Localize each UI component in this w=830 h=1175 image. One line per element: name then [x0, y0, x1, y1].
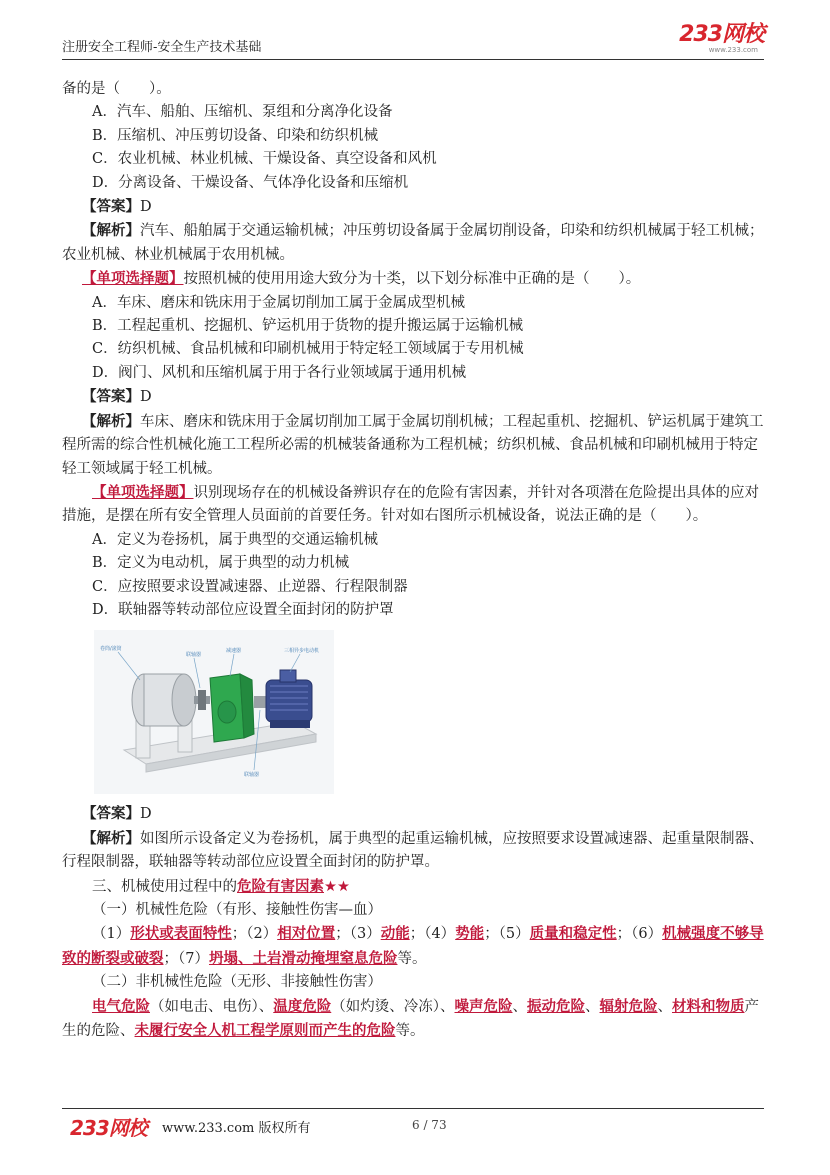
coupling-right — [254, 696, 266, 708]
hazard-vibration: 振动危险 — [527, 997, 585, 1015]
item-num: ；（5） — [484, 926, 530, 943]
hazard-position: 相对位置 — [277, 925, 336, 943]
item-num: ；（2） — [231, 926, 278, 943]
importance-stars: ★★ — [324, 878, 350, 895]
q2-answer — [62, 385, 764, 409]
item-num: ；（6） — [616, 926, 663, 943]
header-title: 注册安全工程师-安全生产技术基础 — [62, 40, 262, 55]
q2-analysis-text: 车床、磨床和铣床用于金属切削加工属于金属切削机械；工程起重机、挖掘机、铲运机属于建筑工程所需的综合性机械化施工工程所必需的机械装备通称为工程机械；纺织机械、食品机械和印刷机械用于特定轻工领域属于轻工机械。 — [62, 413, 764, 477]
hoist-machine-figure — [94, 630, 334, 794]
q3-type-tag: 【单项选择题】 — [92, 483, 194, 501]
q2-analysis — [62, 410, 764, 481]
section-3-prefix: 三、机械使用过程中的 — [92, 878, 237, 895]
footer-copyright: www.233.com 版权所有 — [162, 1121, 311, 1136]
q3-option-d: D．联轴器等转动部位应设置全面封闭的防护罩 — [92, 601, 394, 618]
q3-option-a: A．定义为卷扬机，属于典型的交通运输机械 — [92, 531, 378, 548]
answer-label: 【答案】 — [82, 805, 140, 823]
answer-label: 【答案】 — [82, 198, 140, 216]
hazard-mass-stability: 质量和稳定性 — [529, 925, 617, 943]
q1-answer-value: D — [140, 199, 152, 216]
hazard-kinetic: 动能 — [380, 925, 410, 943]
q2-answer-value: D — [140, 389, 152, 406]
label-motor: 三相异步电动机 — [284, 648, 320, 655]
item-num: ；（3） — [335, 926, 381, 943]
separator: 、 — [512, 998, 527, 1015]
q1-stem-tail: 备的是（ ）。 — [62, 81, 171, 97]
q3-answer — [62, 802, 764, 826]
hazard-shape: 形状或表面特性 — [130, 925, 232, 943]
hazard-electrical: 电气危险 — [92, 997, 150, 1015]
item-num: ；（7） — [163, 950, 209, 967]
page-number: 6 / 73 — [412, 1118, 447, 1132]
drum-end-right — [172, 674, 196, 726]
leader-line — [194, 658, 200, 688]
logo-url: www.233.com — [708, 46, 758, 54]
separator: 、 — [585, 998, 600, 1015]
analysis-label: 【解析】 — [82, 222, 140, 240]
motor-foot — [270, 720, 310, 728]
hazard-potential: 势能 — [455, 925, 485, 943]
hazard-ergonomics: 未履行安全人机工程学原则而产生的危险 — [134, 1022, 396, 1039]
q2-stem-text: 按照机械的使用用途大致分为十类，以下划分标准中正确的是（ ）。 — [183, 271, 641, 288]
header-divider — [62, 59, 764, 60]
q2-option-a: A．车床、磨床和铣床用于金属切削加工属于金属成型机械 — [92, 294, 465, 311]
item-num: （1） — [92, 926, 131, 943]
hazard-temperature: 温度危险 — [273, 997, 332, 1015]
q3-option-b: B．定义为电动机，属于典型的动力机械 — [92, 555, 350, 572]
q2-option-b: B．工程起重机、挖掘机、铲运机用于货物的提升搬运属于运输机械 — [92, 318, 524, 335]
motor-terminal-box — [280, 670, 296, 682]
section-3-keyword: 危险有害因素 — [237, 877, 324, 895]
hazard-materials: 材料和物质 — [672, 997, 745, 1015]
hazard-note: 产生的危险、 — [62, 998, 759, 1039]
q2-option-c: C．纺织机械、食品机械和印刷机械用于特定轻工领域属于专用机械 — [92, 341, 524, 358]
section-3-title — [62, 875, 764, 899]
q1-option-c: C．农业机械、林业机械、干燥设备、真空设备和风机 — [92, 151, 437, 168]
reducer-cover — [218, 701, 236, 723]
mechanical-hazard-list — [62, 922, 764, 971]
leader-line — [290, 654, 300, 672]
footer-logo[interactable]: 233网校 — [70, 1116, 147, 1140]
q2-type-tag: 【单项选择题】 — [82, 270, 184, 288]
q3-analysis — [62, 827, 764, 875]
coupling-left — [198, 690, 206, 710]
separator: 、 — [657, 998, 672, 1015]
analysis-label: 【解析】 — [82, 829, 140, 847]
q1-option-b: B．压缩机、冲压剪切设备、印染和纺织机械 — [92, 127, 379, 144]
label-drum: 卷筒/滚筒 — [100, 646, 122, 653]
q3-stem — [62, 481, 764, 529]
hazard-noise: 噪声危险 — [454, 997, 513, 1015]
leader-line — [230, 654, 234, 676]
label-coupling-right: 联轴器 — [244, 772, 260, 779]
header-logo[interactable] — [679, 24, 764, 55]
hazard-radiation: 辐射危险 — [599, 997, 658, 1015]
item-num: ；（4） — [409, 926, 456, 943]
page-header — [62, 24, 764, 60]
q1-option-a: A．汽车、船舶、压缩机、泵组和分离净化设备 — [92, 104, 393, 121]
q3-stem-text: 识别现场存在的机械设备辨识存在的危险有害因素，并针对各项潜在危险提出具体的应对措施，是摆在所有安全管理人员面前的首要任务。针对如右图所示机械设备，说法正确的是（ ）。 — [62, 484, 759, 525]
analysis-label: 【解析】 — [82, 412, 140, 430]
subsection-mechanical: （一）机械性危险（有形、接触性伤害—血） — [92, 901, 382, 918]
q1-analysis — [62, 219, 764, 267]
q1-answer — [62, 195, 764, 219]
label-reducer: 减速器 — [226, 648, 242, 655]
logo-text: 233网校 — [679, 22, 764, 47]
hoist-machine-illustration — [94, 630, 334, 794]
subsection-non-mechanical: （二）非机械性危险（无形、非接触性伤害） — [92, 974, 382, 991]
q2-option-d: D．阀门、风机和压缩机属于用于各行业领域属于通用机械 — [92, 364, 467, 381]
q1-option-d: D．分离设备、干燥设备、气体净化设备和压缩机 — [92, 174, 409, 191]
list-end: 等。 — [395, 1023, 425, 1039]
hazard-note: （如电击、电伤）、 — [150, 998, 274, 1015]
q1-analysis-text: 汽车、船舶属于交通运输机械；冲压剪切设备属于金属切削设备，印染和纺织机械属于轻工机械；农业机械、林业机械属于农用机械。 — [62, 223, 764, 263]
answer-label: 【答案】 — [82, 388, 140, 406]
leader-line — [118, 652, 140, 680]
q3-answer-value: D — [140, 806, 152, 823]
hazard-collapse: 坍塌、土岩滑动掩埋窒息危险 — [208, 949, 398, 967]
page-footer — [62, 1108, 764, 1138]
q2-stem — [62, 267, 764, 291]
q3-option-c: C．应按照要求设置减速器、止逆器、行程限制器 — [92, 578, 408, 595]
list-end: 等。 — [397, 950, 427, 967]
document-body — [62, 78, 764, 1043]
hazard-strength: 机械强度不够导致的断裂或破裂 — [62, 925, 764, 967]
hazard-note: （如灼烫、冷冻）、 — [331, 998, 455, 1015]
label-coupling-left: 联轴器 — [186, 652, 202, 659]
non-mechanical-hazard-list — [62, 995, 764, 1044]
q3-analysis-text: 如图所示设备定义为卷扬机，属于典型的起重运输机械，应按照要求设置减速器、起重量限制器、行程限制器，联轴器等转动部位应设置全面封闭的防护罩。 — [62, 830, 764, 871]
